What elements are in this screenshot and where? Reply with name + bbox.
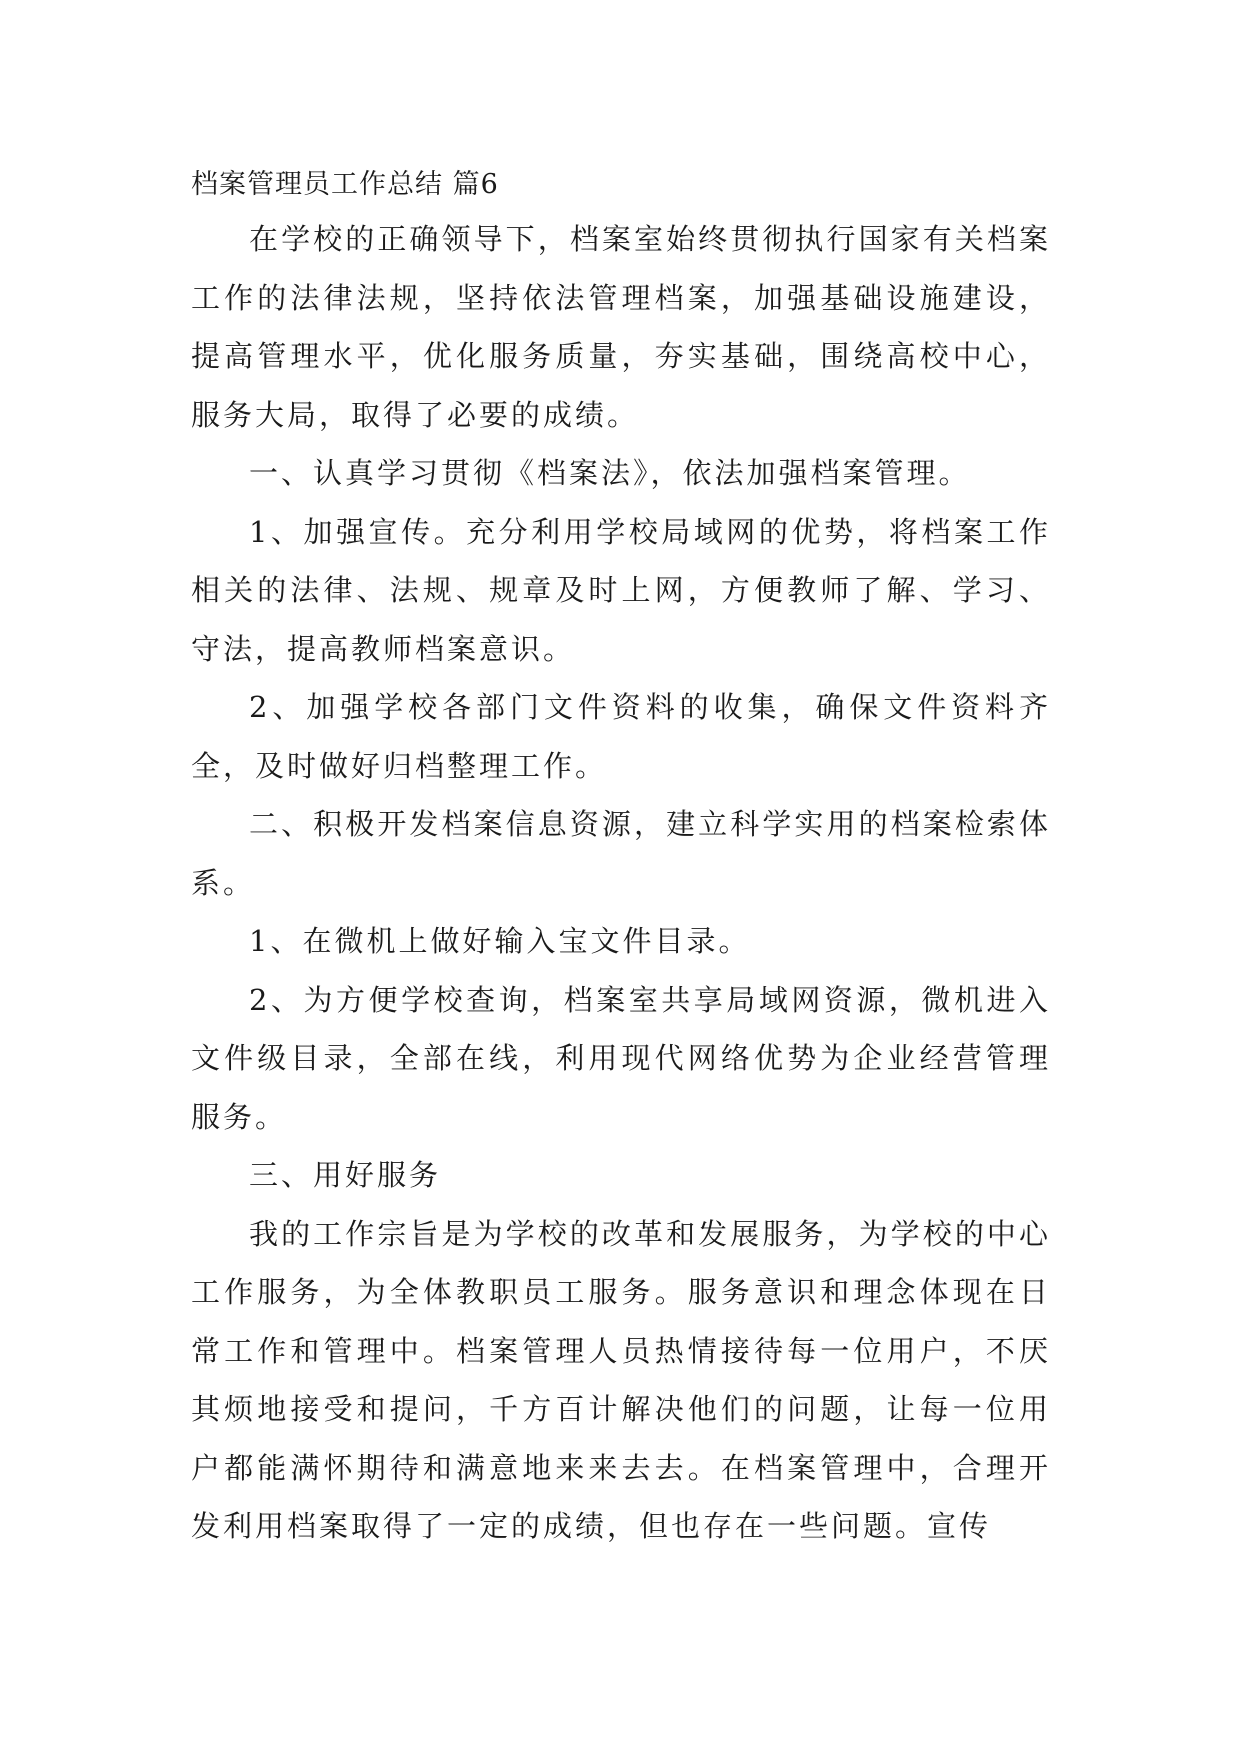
paragraph: 1、在微机上做好输入宝文件目录。 <box>249 924 751 958</box>
paragraph: 2、为方便学校查询，档案室共享局域网资源，微机进入文件级目录，全部在线，利用现代网络优势为企业经营管理服务。 <box>191 982 1051 1134</box>
paragraph: 2、加强学校各部门文件资料的收集，确保文件资料齐全，及时做好归档整理工作。 <box>191 690 1051 783</box>
document-title: 档案管理员工作总结 篇6 <box>191 169 499 200</box>
paragraph: 我的工作宗旨是为学校的改革和发展服务，为学校的中心工作服务，为全体教职员工服务。服务意识和理念体现在日常工作和管理中。档案管理人员热情接待每一位用户，不厌其烦地接受和提问，千方百计解决他们的问题，让每一位用户都能满怀期待和满意地来来去去。在档案管理中，合理开发利用档案取得了一定的成绩，但也存在一些问题。宣传 <box>191 1216 1051 1543</box>
section-heading: 二、积极开发档案信息资源，建立科学实用的档案检索体系。 <box>191 807 1051 900</box>
paragraph: 1、加强宣传。充分利用学校局域网的优势，将档案工作相关的法律、法规、规章及时上网，方便教师了解、学习、守法，提高教师档案意识。 <box>191 514 1051 666</box>
section-heading: 一、认真学习贯彻《档案法》，依法加强档案管理。 <box>249 456 971 490</box>
section-heading: 三、用好服务 <box>249 1158 442 1192</box>
paragraph: 在学校的正确领导下，档案室始终贯彻执行国家有关档案工作的法律法规，坚持依法管理档案，加强基础设施建设，提高管理水平，优化服务质量，夯实基础，围绕高校中心，服务大局，取得了必要的成绩。 <box>191 222 1051 432</box>
document-body <box>191 160 1051 1556</box>
